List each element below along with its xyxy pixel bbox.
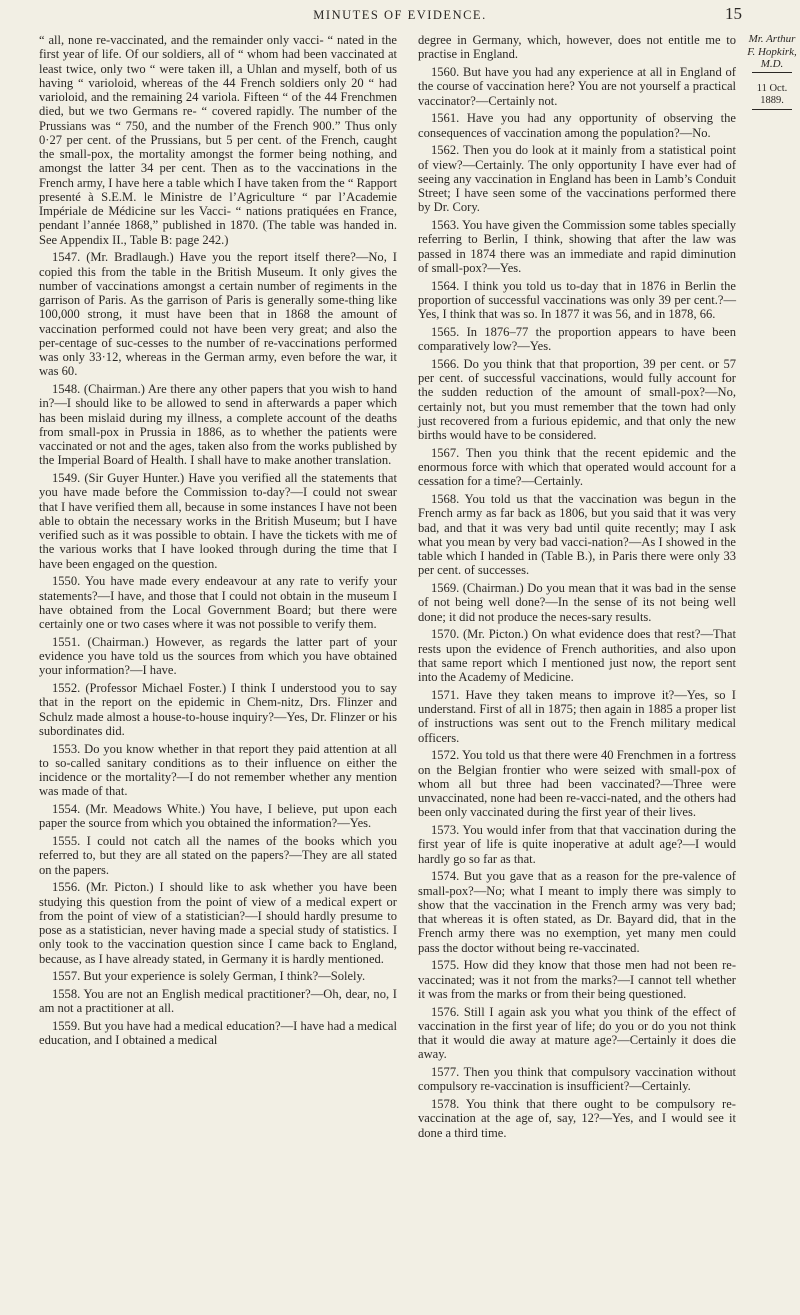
paragraph: 1564. I think you told us to-day that in 1876 in Berlin the proportion of successful vaccinations was only 39 per cent.?—Yes, I think that was so. In 1877 it was 56, and in 1878, 66. (418, 278, 736, 321)
paragraph: 1566. Do you think that that proportion, 39 per cent. or 57 per cent. of successful vaccinations, would fully account for the sudden reduction of the amount of small-pox?—No, certainly not, but you must remember that the town had only just recovered from a furious epidemic, and that only the new births would have to be considered. (418, 356, 736, 442)
paragraph: 1567. Then you think that the recent epidemic and the enormous force with which that operated would account for a cessation for a time?—Certainly. (418, 445, 736, 489)
paragraph: 1553. Do you know whether in that report they paid attention at all to so-called sanitary conditions as to their influence on either the incidence or the mortality?—I do not remember whether any mention was made of that. (39, 741, 397, 799)
paragraph: 1551. (Chairman.) However, as regards the latter part of your evidence you have told us the sources from which you have obtained your information?—I have. (39, 634, 397, 678)
paragraph: 1559. But you have had a medical education?—I have had a medical education, and I obtained a medical (39, 1019, 397, 1048)
paragraph: 1552. (Professor Michael Foster.) I think I understood you to say that in the report on the epidemic in Chem-nitz, Drs. Flinzer and Schulz made almost a house-to-house inquiry?—Yes, Dr. Flinzer or his subordinates did. (39, 681, 397, 738)
paragraph: 1562. Then you do look at it mainly from a statistical point of view?—Certainly. The only opportunity I have ever had of seeing any vaccination in England has been in Lamb’s Conduit Street; I have seen some of the vaccinations performed there by Dr. Cory. (418, 143, 736, 215)
paragraph: 1565. In 1876–77 the proportion appears to have been comparatively low?—Yes. (418, 324, 736, 353)
paragraph: 1563. You have given the Commission some tables specially referring to Berlin, I think, showing that after the law was passed in 1874 there was an immediate and rapid diminution of small-pox?—Yes. (418, 218, 736, 275)
paragraph: 1569. (Chairman.) Do you mean that it was bad in the sense of not being well done?—In the sense of its not being well done; it did not produce the neces-sary results. (418, 581, 736, 624)
paragraph: 1570. (Mr. Picton.) On what evidence does that rest?—That rests upon the evidence of French authorities, and also upon that same report which I mentioned just now, the report sent into the Academy of Medicine. (418, 627, 736, 684)
witness-margin-note (744, 33, 800, 110)
session-date: 11 Oct. 1889. (756, 82, 788, 106)
paragraph: 1555. I could not catch all the names of the books which you referred to, but they are all stated on the papers?—They are all stated on the papers. (39, 834, 397, 877)
divider (752, 72, 792, 73)
left-column (39, 33, 397, 1051)
paragraph: 1548. (Chairman.) Are there any other papers that you wish to hand in?—I should like to be allowed to send in afterwards a paper which has been mislaid during my illness, a complete account of the deaths from small-pox in Prussia in 1886, as to whether the patients were vaccinated or not and the ages, taken also from the works published by the Imperial Board of Health. I shall have to make another translation. (39, 382, 397, 468)
divider (752, 109, 792, 110)
page-number: 15 (725, 4, 742, 23)
page-header (0, 4, 800, 26)
paragraph: 1568. You told us that the vaccination was begun in the French army as far back as 1806, but you said that it was very bad, and that it was very bad until quite recently; may I ask what you mean by very bad vacci-nation?—As I showed in the table which I handed in (Table B.), in Paris there were only 33 per cent. of successes. (418, 492, 736, 578)
paragraph: 1578. You think that there ought to be compulsory re-vaccination at the age of, say, 12?—Yes, and I would see it done a third time. (418, 1097, 736, 1140)
paragraph: 1571. Have they taken means to improve it?—Yes, so I understand. First of all in 1875; then again in 1885 a proper list of instructions was sent out to the French military medical officers. (418, 687, 736, 745)
paragraph: 1577. Then you think that compulsory vaccination without compulsory re-vaccination is insufficient?—Certainly. (418, 1065, 736, 1094)
paragraph: 1560. But have you had any experience at all in England of the course of vaccination here? You are not yourself a practical vaccinator?—Certainly not. (418, 65, 736, 108)
paragraph: 1557. But your experience is solely German, I think?—Solely. (52, 969, 366, 984)
paragraph: 1556. (Mr. Picton.) I should like to ask whether you have been studying this question from the point of view of a medical expert or from the point of view of a statistician?—I should hardly presume to pose as a statistician, never having made a special study of statistics. I only took to the vaccination question since I came back to England, because, as I have already stated, in Germany it is hardly mentioned. (39, 880, 397, 966)
paragraph: 1575. How did they know that those men had not been re-vaccinated; was it not from the marks?—I cannot tell whether it was from the marks or from their being questioned. (418, 958, 736, 1001)
right-column (418, 33, 736, 1143)
paragraph: 1547. (Mr. Bradlaugh.) Have you the report itself there?—No, I copied this from the table in the British Museum. It only gives the number of vaccinations amongst a certain number of regiments in the garrison of Paris. As the garrison of Paris is generally some-thing like 100,000 strong, it must have been that in 1868 the amount of vaccination performed could not have been very great; and also the per-centage of suc-cesses to the number of re-vaccinations performed was only 33·12, whereas in the German army, even before the war, it was 60. (39, 250, 397, 379)
paragraph: 1550. You have made every endeavour at any rate to verify your statements?—I have, and those that I could not obtain in the museum I have obtained from the Local Government Board; but there were certainly one or two cases where it was not possible to verify them. (39, 574, 397, 631)
paragraph: 1549. (Sir Guyer Hunter.) Have you verified all the statements that you have made before the Commission to-day?—I could not swear that I have verified them all, because in some instances I have not been able to obtain the necessary works in the British Museum; but I have verified such as it was possible to obtain. I have the tickets with me of the various works that I have looked through during the time that I have been engaged on the question. (39, 471, 397, 571)
running-head: MINUTES OF EVIDENCE. (313, 8, 487, 22)
paragraph: 1561. Have you had any opportunity of observing the consequences of vaccination among the population?—No. (418, 111, 736, 140)
paragraph: 1574. But you gave that as a reason for the pre-valence of small-pox?—No; what I meant to imply there was simply to show that the vaccination in the French army was very bad; that whereas it is often stated, as Dr. Bayard did, that in the French army there was no exemption, yet many men could pass the doctor without being re-vaccinated. (418, 869, 736, 955)
paragraph: degree in Germany, which, however, does not entitle me to practise in England. (418, 33, 736, 62)
paragraph: 1576. Still I again ask you what you think of the effect of vaccination in the first year of life; do you or do you not think that it would die away at mature age?—Certainly it does die away. (418, 1004, 736, 1062)
paragraph: 1572. You told us that there were 40 Frenchmen in a fortress on the Belgian frontier who were seized with small-pox of whom all but three had been vaccinated?—Three were unvaccinated, none had been re-vacci-nated, and the others had been only vaccinated during the first year of their lives. (418, 748, 736, 820)
paragraph: 1573. You would infer from that that vaccination during the first year of life is quite inoperative at adult age?—I would hardly go so far as that. (418, 823, 736, 866)
paragraph: 1558. You are not an English medical practitioner?—Oh, dear, no, I am not a practitioner at all. (39, 987, 397, 1016)
paragraph: 1554. (Mr. Meadows White.) You have, I believe, put upon each paper the source from which you obtained the information?—Yes. (39, 802, 397, 831)
paragraph: “ all, none re-vaccinated, and the remainder only vacci- “ nated in the first year of life. Of our soldiers, all of “ whom had been vaccinated at least twice, only two “ were taken ill, a Uhlan and myself, both of us having “ varioloid, whereas of the 44 French soldiers only 20 “ had varioloid, and the remaining 24 variola. Fifteen “ of the 44 Frenchmen died, but we two Germans re- “ covered rapidly. The number of the Prussians was “ 750, and the number of the French 900.” Thus only 0·27 per cent. of the Prussians, but 5 per cent. of the French, caught the small-pox, the mortality amongst the former being nothing, and amongst the latter 34 per cent. Then as to the vaccinations in the French army, I have here a table which I have taken from the “ Rapport presenté à S.E.M. le Ministre de l’Agriculture “ par l’Academie Impériale de Médicine sur les Vacci- “ nations pratiquées en France, pendant l’année 1868,” published in 1870. (The table was handed in. See Appendix II., Table B: page 242.) (39, 33, 397, 247)
witness-name: Mr. Arthur F. Hopkirk, M.D. (747, 33, 797, 70)
